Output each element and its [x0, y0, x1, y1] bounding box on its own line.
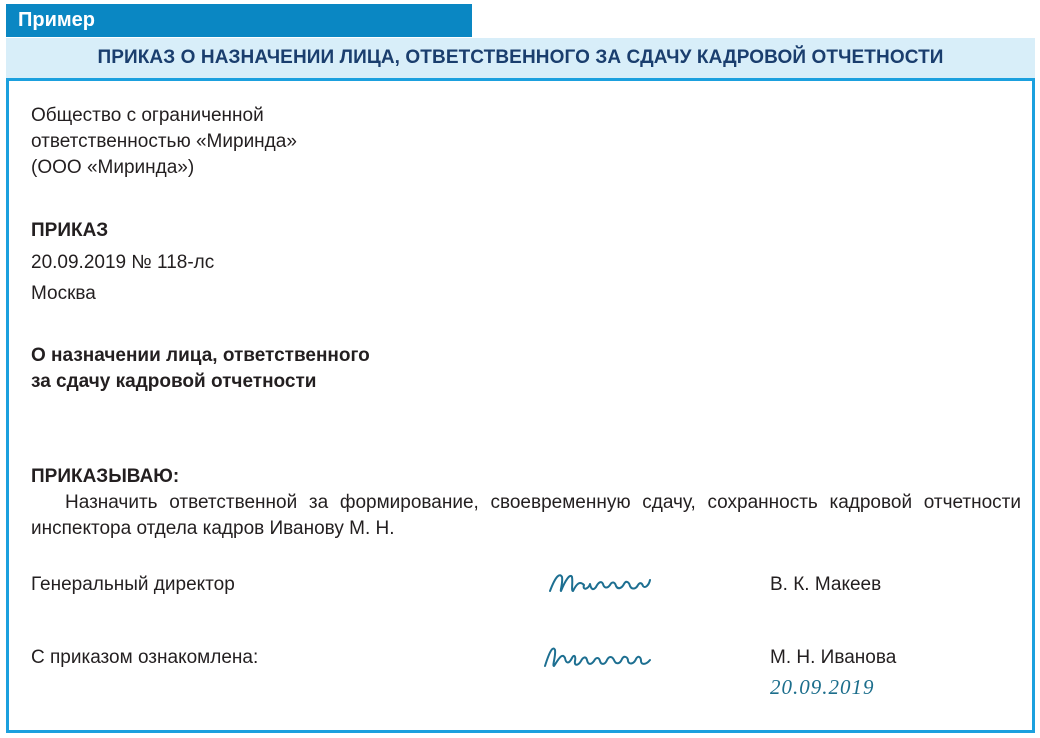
- subject-line-1: О назначении лица, ответственного: [31, 345, 370, 366]
- decree-text: Назначить ответственной за формирование, своевременную сдачу, сохранность кадровой отчетности инспектора отдела кадров Иванову М. Н.: [31, 492, 1021, 539]
- employee-signature: [540, 640, 660, 676]
- organization-line-2: ответственностью «Миринда»: [31, 131, 297, 152]
- director-name: В. К. Макеев: [770, 574, 882, 595]
- employee-name: М. Н. Иванова: [770, 647, 897, 668]
- decree-heading: ПРИКАЗЫВАЮ:: [31, 466, 180, 487]
- example-tag: Пример: [6, 4, 472, 37]
- order-date-number: 20.09.2019 № 118-лс: [31, 252, 215, 273]
- organization-block: [31, 103, 297, 181]
- director-signature: [546, 565, 661, 601]
- acknowledgement-label: С приказом ознакомлена:: [31, 647, 259, 668]
- acknowledgement-date: 20.09.2019: [770, 675, 875, 699]
- document-title-banner: ПРИКАЗ О НАЗНАЧЕНИИ ЛИЦА, ОТВЕТСТВЕННОГО ЗА СДАЧУ КАДРОВОЙ ОТЧЕТНОСТИ: [6, 38, 1035, 78]
- order-city: Москва: [31, 283, 96, 304]
- director-position: Генеральный директор: [31, 574, 235, 595]
- subject-line-2: за сдачу кадровой отчетности: [31, 371, 317, 392]
- order-heading: ПРИКАЗ: [31, 220, 109, 241]
- organization-line-3: (ООО «Миринда»): [31, 157, 195, 178]
- organization-line-1: Общество с ограниченной: [31, 105, 264, 126]
